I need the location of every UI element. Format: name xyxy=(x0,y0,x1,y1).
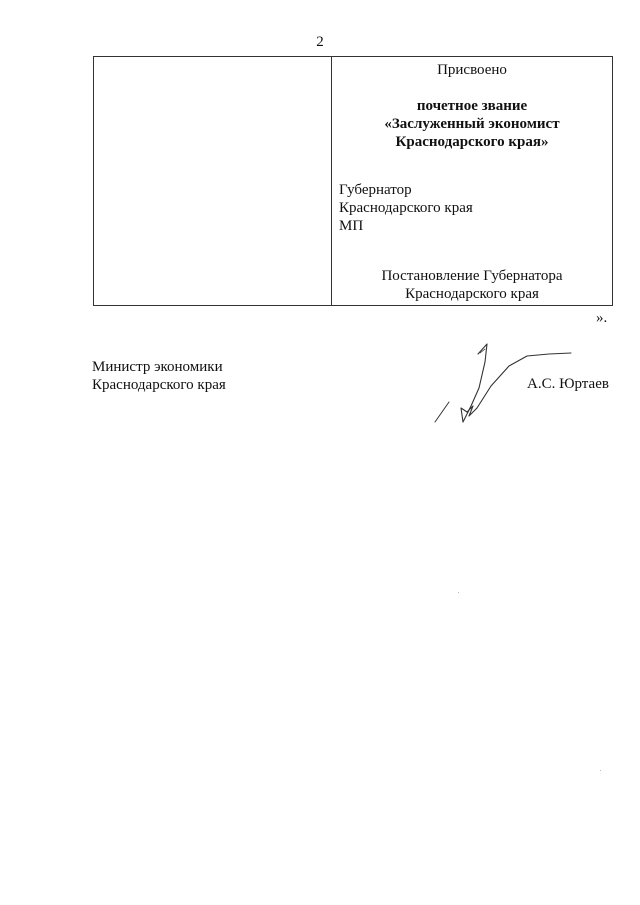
scan-speck xyxy=(458,592,459,593)
certificate-box xyxy=(93,56,613,306)
certificate-text-cell xyxy=(332,57,612,305)
signer-title-line-1: Министр экономики xyxy=(92,359,223,375)
decree-line-1: Постановление Губернатора xyxy=(381,268,563,284)
signer-title-line-2: Краснодарского края xyxy=(92,377,226,393)
closing-quote: ». xyxy=(596,310,608,326)
governor-line-2: Краснодарского края xyxy=(339,200,473,216)
decree-line-2: Краснодарского края xyxy=(405,286,539,302)
stamp-place: МП xyxy=(339,218,364,234)
signer-title xyxy=(92,358,226,394)
assigned-label: Присвоено xyxy=(437,62,507,78)
page-number: 2 xyxy=(316,34,324,50)
honorary-title-line-1: почетное звание xyxy=(416,98,528,114)
honorary-title-line-2: «Заслуженный экономист xyxy=(384,116,560,132)
honorary-title-line-3: Краснодарского края» xyxy=(395,134,549,150)
signer-name: А.С. Юртаев xyxy=(527,376,609,392)
governor-line-1: Губернатор xyxy=(339,182,412,198)
scan-speck xyxy=(600,770,601,771)
